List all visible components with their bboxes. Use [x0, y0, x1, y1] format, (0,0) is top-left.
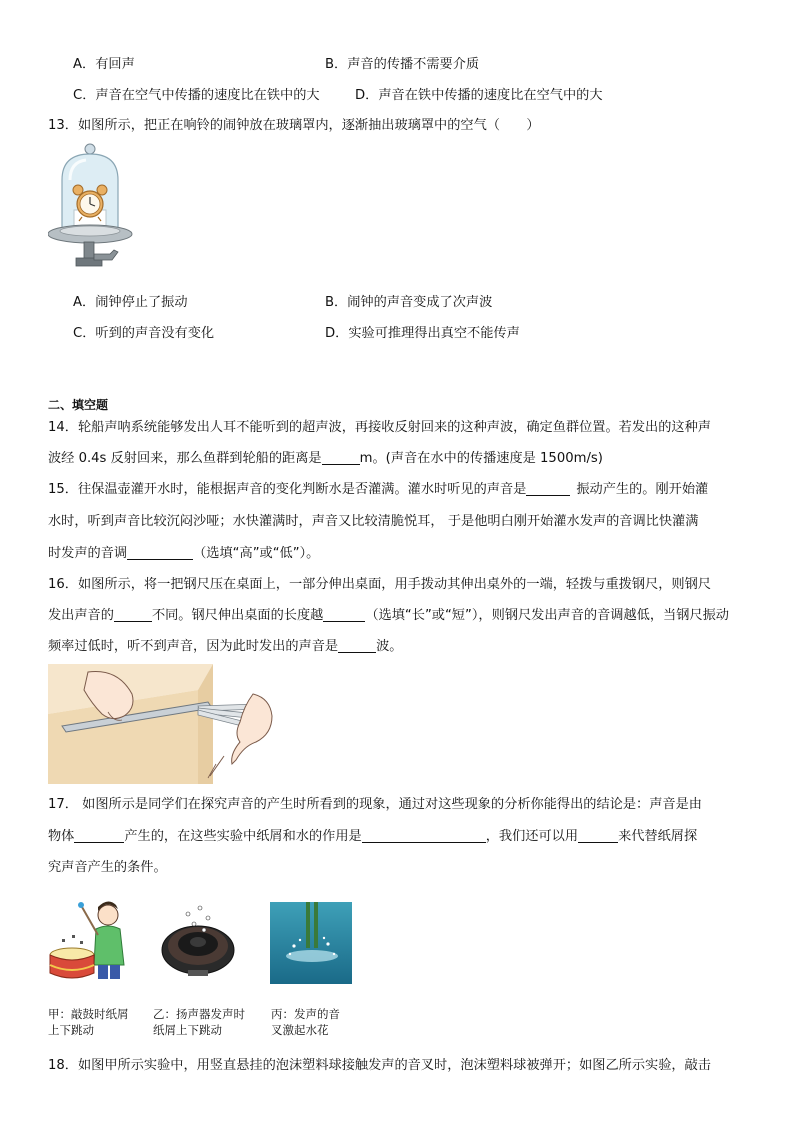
q17-line-2	[48, 828, 697, 846]
q16-line-3	[48, 638, 403, 656]
q12-option-b: B．声音的传播不需要介质	[325, 57, 480, 72]
q15-line-3	[48, 545, 319, 563]
q17-blank-1[interactable]	[74, 828, 124, 843]
q15-text-b: 振动产生的。刚开始灌	[576, 482, 709, 497]
steel-ruler-on-table-figure	[48, 664, 278, 784]
drum-with-paper-bits-figure	[48, 895, 132, 987]
q15-blank-1[interactable]	[526, 481, 570, 496]
q14-line-1: 14．轮船声呐系统能够发出人耳不能听到的超声波，再接收反射回来的这种声波，确定鱼群位置。若发出的这种声	[48, 420, 711, 435]
q17-text-a: 物体	[48, 829, 75, 844]
bell-jar-alarm-clock-figure	[48, 140, 140, 280]
q15-blank-2[interactable]	[127, 545, 193, 560]
q13-option-d: D．实验可推理得出真空不能传声	[325, 326, 520, 341]
caption-jia-line-2: 上下跳动	[48, 1023, 94, 1037]
q13-option-c: C．听到的声音没有变化	[73, 326, 215, 341]
speaker-with-paper-bits-figure	[158, 900, 238, 980]
caption-bing-line-1: 丙：发声的音	[271, 1007, 340, 1021]
q13-stem: 13．如图所示，把正在响铃的闹钟放在玻璃罩内，逐渐抽出玻璃罩中的空气（ ）	[48, 118, 540, 133]
q17-text-b: 产生的，在这些实验中纸屑和水的作用是	[124, 829, 362, 844]
q15-text-d: （选填“高”或“低”）。	[193, 546, 320, 561]
q15-line-2: 水时，听到声音比较沉闷沙哑；水快灌满时，声音又比较清脆悦耳， 于是他明白刚开始灌水发声的音调比快灌满	[48, 514, 699, 529]
q12-option-d: D．声音在铁中传播的速度比在空气中的大	[355, 88, 603, 103]
q16-text-b: 不同。钢尺伸出桌面的长度越	[151, 608, 324, 623]
q16-blank-2[interactable]	[323, 607, 365, 622]
q12-option-c: C．声音在空气中传播的速度比在铁中的大	[73, 88, 320, 103]
q15-text-c: 时发声的音调	[48, 546, 128, 561]
q16-blank-1[interactable]	[114, 607, 152, 622]
q14-blank-1[interactable]	[322, 450, 360, 465]
section-title-fill-in: 二、填空题	[48, 398, 109, 412]
caption-yi-line-1: 乙：扬声器发声时	[153, 1007, 245, 1021]
figure-caption-jia	[48, 1006, 129, 1038]
q13-option-b: B．闹钟的声音变成了次声波	[325, 295, 493, 310]
q13-option-a: A．闹钟停止了振动	[73, 295, 188, 310]
q16-text-d: 频率过低时，听不到声音，因为此时发出的声音是	[48, 639, 339, 654]
caption-jia-line-1: 甲：敲鼓时纸屑	[48, 1007, 129, 1021]
q17-text-c: ，我们还可以用	[485, 829, 579, 844]
q12-option-a: A．有回声	[73, 57, 135, 72]
q18-line-1: 18．如图甲所示实验中，用竖直悬挂的泡沫塑料球接触发声的音叉时，泡沫塑料球被弹开；如图乙所示实验，敲击	[48, 1058, 711, 1073]
q17-blank-3[interactable]	[578, 828, 618, 843]
q16-text-c: （选填“长”或“短”），则钢尺发出声音的音调越低，当钢尺振动	[365, 608, 729, 623]
q15-text-a: 15．往保温壶灌开水时，能根据声音的变化判断水是否灌满。灌水时听见的声音是	[48, 482, 527, 497]
figure-caption-bing	[271, 1006, 340, 1038]
q15-line-1	[48, 481, 708, 499]
q16-line-1: 16．如图所示，将一把钢尺压在桌面上，一部分伸出桌面，用手拨动其伸出桌外的一端，轻拨与重拨钢尺，则钢尺	[48, 577, 711, 592]
q17-text-d: 来代替纸屑探	[618, 829, 698, 844]
caption-yi-line-2: 纸屑上下跳动	[153, 1023, 222, 1037]
q16-line-2	[48, 607, 729, 625]
q17-blank-2[interactable]	[362, 828, 486, 843]
q16-text-a: 发出声音的	[48, 608, 114, 623]
q14-text-a: 波经 0.4s 反射回来，那么鱼群到轮船的距离是	[48, 451, 322, 466]
q16-text-e: 波。	[376, 639, 403, 654]
q17-line-3: 究声音产生的条件。	[48, 860, 167, 875]
q14-line-2	[48, 450, 603, 468]
q14-text-b: m。(声音在水中的传播速度是 1500m/s)	[359, 451, 603, 466]
q17-line-1: 17． 如图所示是同学们在探究声音的产生时所看到的现象，通过对这些现象的分析你能得出的结论是：声音是由	[48, 797, 702, 812]
caption-bing-line-2: 叉激起水花	[271, 1023, 329, 1037]
tuning-fork-water-splash-figure	[270, 902, 352, 984]
figure-caption-yi	[153, 1006, 245, 1038]
q16-blank-3[interactable]	[338, 638, 376, 653]
